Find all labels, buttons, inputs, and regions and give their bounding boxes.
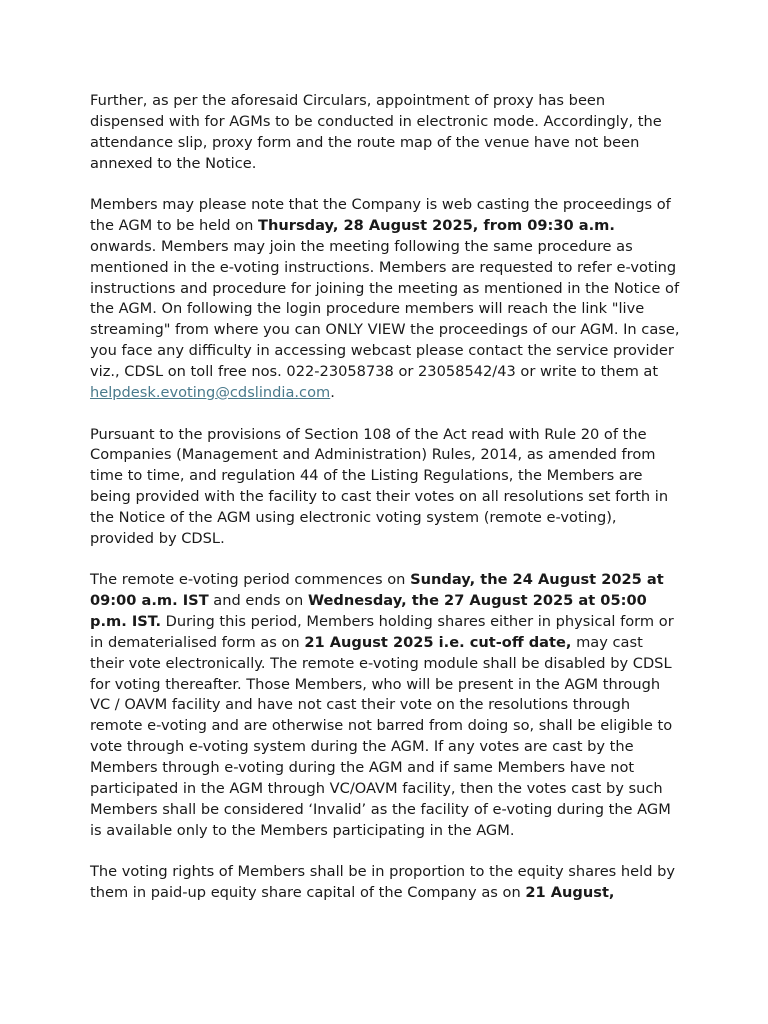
paragraph-text: During this period, Members holding shares either in physical form or in dematerialised form as on xyxy=(90,613,674,651)
voting-rights-date: 21 August, xyxy=(525,884,615,902)
paragraph-proxy-dispensed xyxy=(90,91,680,174)
helpdesk-email-link[interactable]: helpdesk.evoting@cdslindia.com xyxy=(90,383,331,401)
paragraph-evoting-period xyxy=(90,570,680,841)
paragraph-text: Pursuant to the provisions of Section 108 of the Act read with Rule 20 of the Companies (Management and Administration) Rules, 2014, as amended from time to time, and regulation 44 of the Listing Regulations, the Members are being provided with the facility to cast their votes on all resolutions set forth in the Notice of the AGM using electronic voting system (remote e-voting), provided by CDSL. xyxy=(90,425,669,547)
paragraph-voting-rights xyxy=(90,862,680,904)
evoting-end: Wednesday, the 27 August 2025 at 05:00 p.m. IST. xyxy=(90,592,647,631)
cutoff-date: 21 August 2025 i.e. cut-off date, xyxy=(304,633,572,651)
paragraph-text: The voting rights of Members shall be in proportion to the equity shares held by them in paid-up equity share capital of the Company as on xyxy=(90,863,676,902)
paragraph-text: onwards. Members may join the meeting following the same procedure as mentioned in the e-voting instructions. Members are requested to refer e-voting instructions and procedure for joining the meeting as mentioned in the Notice of the AGM. On following the login procedure members will reach the link "live streaming" from where you can ONLY VIEW the proceedings of our AGM. In case, you face any difficulty in accessing webcast please contact the service provider viz., CDSL on toll free nos. 022-23058738 or 23058542/43 or write to them at xyxy=(90,237,680,380)
paragraph-text: The remote e-voting period commences on xyxy=(90,571,411,589)
paragraph-text: . xyxy=(330,383,335,401)
paragraph-text: may cast their vote electronically. The remote e-voting module shall be disabled by CDSL for voting thereafter. Those Members, who will be present in the AGM through VC / OAVM facility and have not cast their vote on the resolutions through remote e-voting and are otherwise not barred from doing so, shall be eligible to vote through e-voting system during the AGM. If any votes are cast by the Members through e-voting during the AGM and if same Members have not participated in the AGM through VC/OAVM facility, then the votes cast by such Members shall be considered ‘Invalid’ as the facility of e-voting during the AGM is available only to the Members participating in the AGM. xyxy=(90,633,673,839)
paragraph-text: and ends on xyxy=(208,592,308,610)
evoting-start: Sunday, the 24 August 2025 at 09:00 a.m. IST xyxy=(90,571,664,610)
paragraph-text: Further, as per the aforesaid Circulars, appointment of proxy has been dispensed with for AGMs to be conducted in electronic mode. Accordingly, the attendance slip, proxy form and the route map of the venue have not been annexed to the Notice. xyxy=(90,92,662,172)
agm-date-time: Thursday, 28 August 2025, from 09:30 a.m. xyxy=(258,217,615,235)
document-body xyxy=(90,91,680,925)
paragraph-webcast xyxy=(90,195,680,403)
paragraph-remote-evoting-provision xyxy=(90,425,680,550)
paragraph-text: Members may please note that the Company is web casting the proceedings of the AGM to be held on xyxy=(90,196,671,235)
